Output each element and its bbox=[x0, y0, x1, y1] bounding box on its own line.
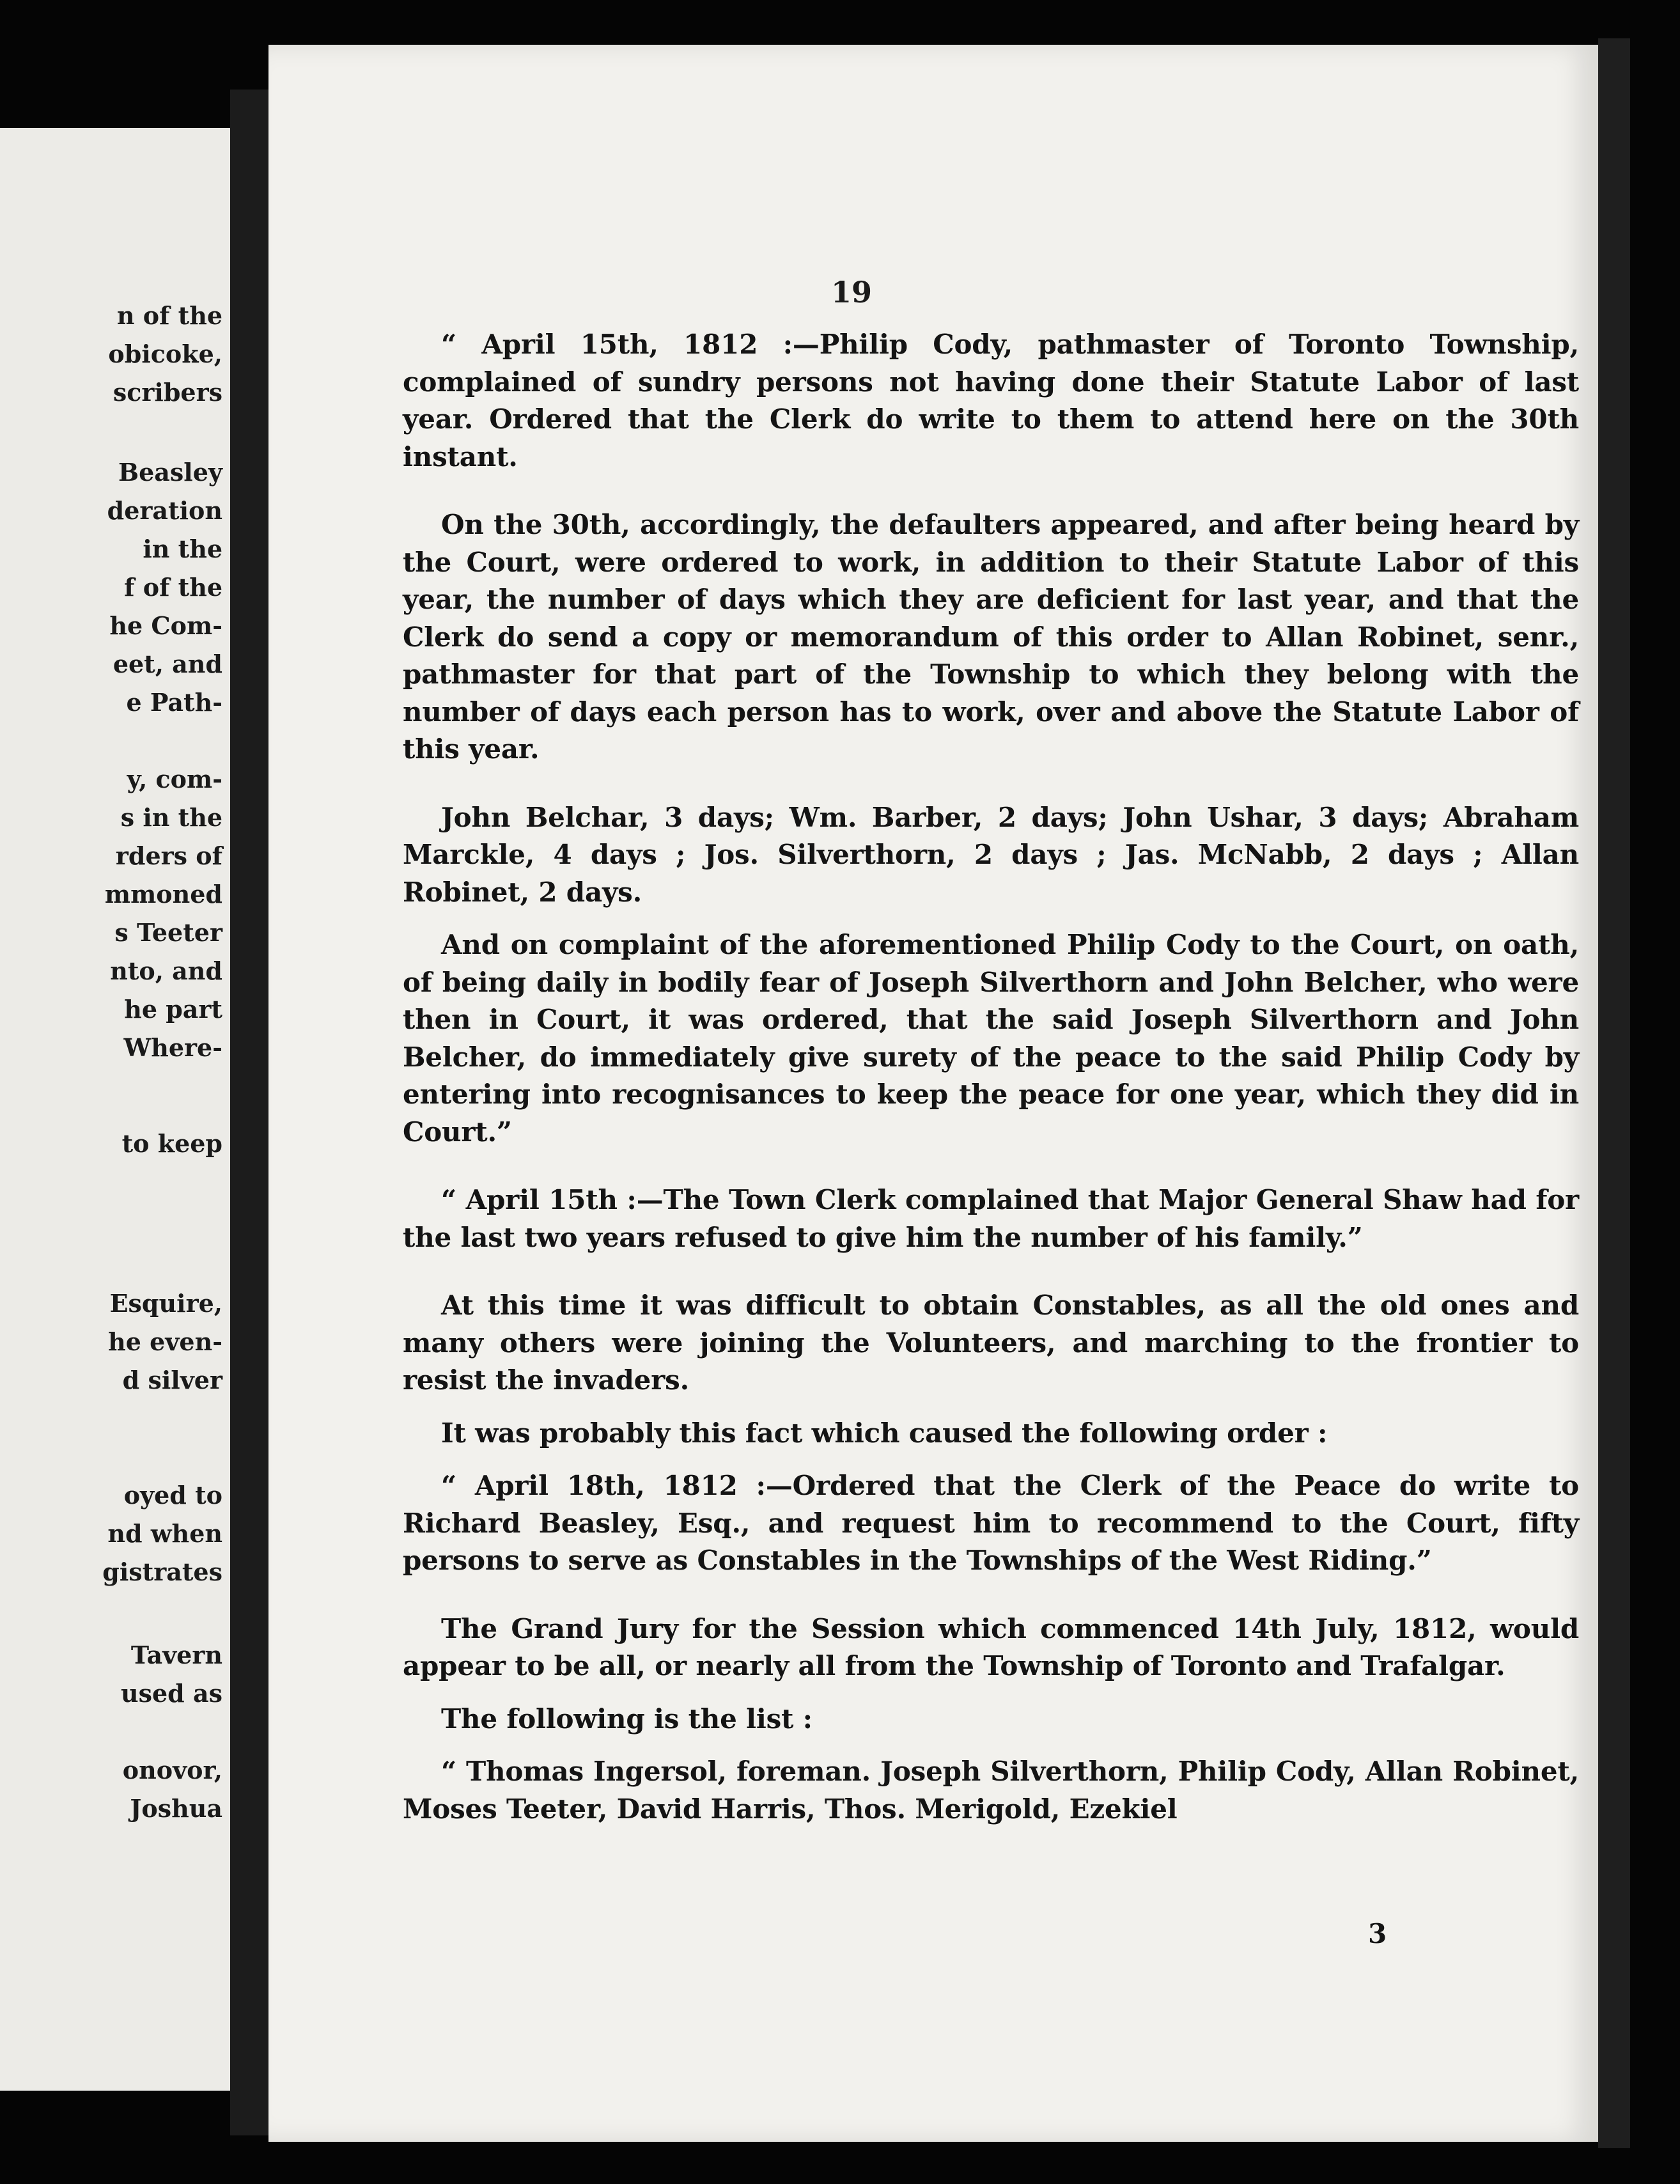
left-text-fragment: onovor, bbox=[122, 1756, 222, 1784]
paragraph: “ April 18th, 1812 :—Ordered that the Clerk of the Peace do write to Richard Beasley, Esq., and request him to recommend to the Court, fifty persons to serve as Constables in the Townships of the West Riding.” bbox=[403, 1470, 1579, 1576]
signature-mark: 3 bbox=[1368, 1918, 1387, 1949]
left-text-fragment: y, com- bbox=[127, 765, 222, 793]
left-text-fragment: Joshua bbox=[130, 1794, 222, 1823]
paragraph: The following is the list : bbox=[441, 1703, 813, 1735]
left-text-fragment: Esquire, bbox=[109, 1289, 222, 1318]
left-text-fragment: nto, and bbox=[110, 956, 222, 985]
left-text-fragment: e Path- bbox=[126, 688, 222, 717]
paragraph: At this time it was difficult to obtain Constables, as all the old ones and many others were joining the Volunteers, and marching to the frontier to resist the invaders. bbox=[403, 1290, 1579, 1396]
left-text-fragment: deration bbox=[107, 496, 222, 525]
left-text-fragment: Tavern bbox=[130, 1641, 222, 1669]
left-text-fragment: mmoned bbox=[104, 880, 222, 909]
page-body bbox=[403, 326, 1579, 1859]
left-text-fragment: eet, and bbox=[113, 650, 222, 678]
left-text-fragment: Beasley bbox=[118, 458, 222, 487]
left-text-fragment: Where- bbox=[123, 1033, 222, 1062]
left-text-fragment: n of the bbox=[116, 301, 222, 330]
left-text-fragment: obicoke, bbox=[108, 339, 222, 368]
left-text-fragment: rders of bbox=[115, 841, 222, 870]
left-text-fragment: used as bbox=[120, 1679, 222, 1708]
left-text-fragment: he Com- bbox=[109, 611, 222, 640]
book-page bbox=[268, 45, 1598, 2142]
left-facing-page bbox=[0, 128, 230, 2091]
page-edge-shadow bbox=[1598, 38, 1630, 2148]
paragraph: It was probably this fact which caused the following order : bbox=[441, 1417, 1328, 1449]
left-text-fragment: f of the bbox=[124, 573, 222, 602]
paragraph: “ April 15th, 1812 :—Philip Cody, pathmaster of Toronto Township, complained of sundry persons not having done their Statute Labor of last year. Ordered that the Clerk do write to them to attend here on the 30th instant. bbox=[403, 329, 1579, 472]
left-text-fragment: nd when bbox=[107, 1519, 222, 1548]
left-text-fragment: gistrates bbox=[102, 1557, 222, 1586]
left-text-fragment: he even- bbox=[108, 1327, 222, 1356]
paragraph: On the 30th, accordingly, the defaulters appeared, and after being heard by the Court, were ordered to work, in addition to their Statute Labor of this year, the number of days which they are deficient for last year, and that the Clerk do send a copy or memorandum of this order to Allan Robinet, senr., pathmaster for that part of the Township to which they belong with the number of days each person has to work, over and above the Statute Labor of this year. bbox=[403, 509, 1579, 765]
left-text-fragment: scribers bbox=[113, 378, 222, 407]
book-gutter bbox=[230, 90, 268, 2135]
paragraph: The Grand Jury for the Session which commenced 14th July, 1812, would appear to be all, or nearly all from the Township of Toronto and Trafalgar. bbox=[403, 1612, 1579, 1681]
paragraph: “ April 15th :—The Town Clerk complained that Major General Shaw had for the last two years refused to give him the number of his family.” bbox=[403, 1184, 1579, 1253]
left-text-fragment: s Teeter bbox=[114, 918, 222, 947]
left-text-fragment: d silver bbox=[122, 1366, 222, 1394]
paragraph: “ Thomas Ingersol, foreman. Joseph Silverthorn, Philip Cody, Allan Robinet, Moses Teeter, David Harris, Thos. Merigold, Ezekiel bbox=[403, 1756, 1579, 1825]
left-text-fragment: to keep bbox=[121, 1129, 222, 1158]
page-number: 19 bbox=[831, 275, 873, 309]
left-text-fragment: he part bbox=[124, 995, 222, 1024]
paragraph: John Belchar, 3 days; Wm. Barber, 2 days; John Ushar, 3 days; Abraham Marckle, 4 days ; Jos. Silverthorn, 2 days ; Jas. McNabb, 2 days ; Allan Robinet, 2 days. bbox=[403, 801, 1579, 908]
left-text-fragment: s in the bbox=[120, 803, 222, 832]
paragraph: And on complaint of the aforementioned Philip Cody to the Court, on oath, of being daily in bodily fear of Joseph Silverthorn and John Belcher, who were then in Court, it was ordered, that the said Joseph Silverthorn and John Belcher, do immediately give surety of the peace to the said Philip Cody by entering into recognisances to keep the peace for one year, which they did in Court.” bbox=[403, 929, 1579, 1148]
left-text-fragment: oyed to bbox=[123, 1481, 222, 1509]
left-text-fragment: in the bbox=[143, 534, 222, 563]
